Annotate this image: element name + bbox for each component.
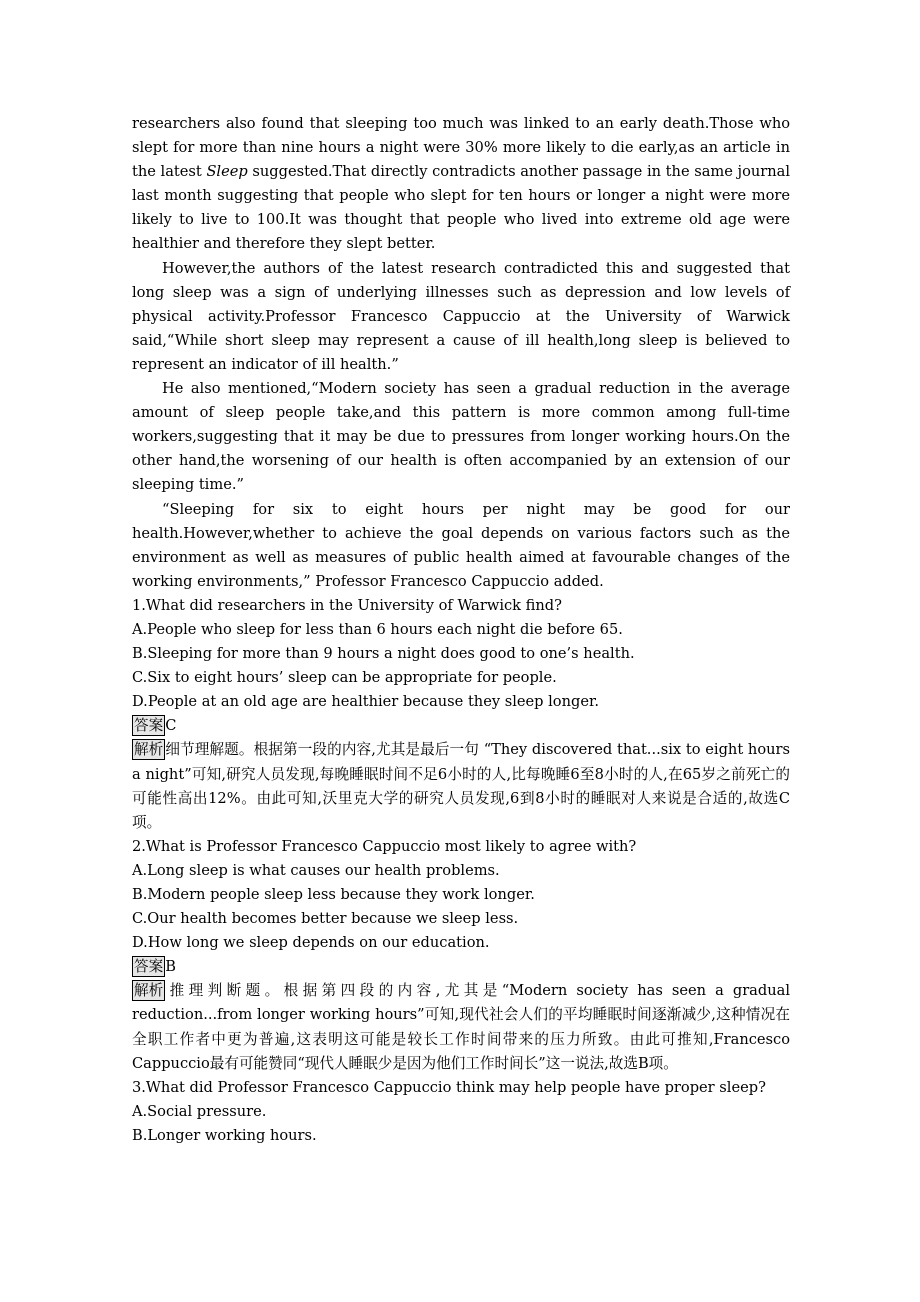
passage-paragraph-4: “Sleeping for six to eight hours per night may be good for our health.However,whether to achieve the goal depends on various factors such as the environment as well as measures of public health aimed at favourable changes of the working environments,” Professor Francesco Cappuccio added. bbox=[132, 500, 790, 590]
question-1-option-b: B.Sleeping for more than 9 hours a night does good to one’s health. bbox=[132, 645, 635, 663]
answer-value: B bbox=[165, 958, 176, 976]
question-1-stem: 1.What did researchers in the University of Warwick find? bbox=[132, 596, 562, 614]
passage-paragraph-3: He also mentioned,“Modern society has seen a gradual reduction in the average amount of sleep people take,and this pattern is more common among full-time workers,suggesting that it may be due to pressures from longer working hours.On the other hand,the worsening of our health is often accompanied by an extension of our sleeping time.” bbox=[132, 380, 790, 494]
question-1-option-c: C.Six to eight hours’ sleep can be appropriate for people. bbox=[132, 669, 557, 687]
question-2-option-c: C.Our health becomes better because we sleep less. bbox=[132, 910, 519, 928]
question-3-option-b: B.Longer working hours. bbox=[132, 1126, 317, 1144]
answer-value: C bbox=[165, 717, 177, 735]
answer-tag: 答案 bbox=[134, 958, 164, 976]
question-1-answer bbox=[132, 714, 790, 738]
question-1-analysis: 解析 细节理解题。根据第一段的内容,尤其是最后一句 “They discovered that...six to eight hours a night”可知,研究人员发现,每晚睡眠时间不足6小时的人,比每晚睡6至8小时的人,在65岁之前死亡的可能性高出12%。由此可知,沃里克大学的研究人员发现,6到8小时的睡眠对人来说是合适的,故选C项。 bbox=[132, 741, 790, 831]
question-2-option-b: B.Modern people sleep less because they work longer. bbox=[132, 886, 535, 903]
question-2-stem: 2.What is Professor Francesco Cappuccio most likely to agree with? bbox=[132, 837, 637, 855]
analysis-tag: 解析 bbox=[134, 982, 164, 1000]
question-1-option-a: A.People who sleep for less than 6 hours each night die before 65. bbox=[132, 620, 623, 638]
question-2-option-d: D.How long we sleep depends on our education. bbox=[132, 934, 490, 952]
question-3-option-a: A.Social pressure. bbox=[132, 1102, 267, 1120]
question-3-stem: 3.What did Professor Francesco Cappuccio think may help people have proper sleep? bbox=[132, 1078, 766, 1096]
journal-title: Sleep bbox=[206, 163, 248, 181]
question-1-option-d: D.People at an old age are healthier because they sleep longer. bbox=[132, 693, 599, 711]
passage-paragraph-1: researchers also found that sleeping too much was linked to an early death.Those who slept for more than nine hours a night were 30% more likely to die early,as an article in the latest Sleep suggested.That directly contradicts another passage in the same journal last month suggesting that people who slept for ten hours or longer a night were more likely to live to 100.It was thought that people who lived into extreme old age were healthier and therefore they slept better. bbox=[132, 115, 791, 253]
question-2-answer bbox=[132, 955, 790, 979]
analysis-tag: 解析 bbox=[134, 741, 164, 759]
document-body bbox=[132, 112, 790, 1148]
answer-tag: 答案 bbox=[134, 717, 164, 735]
question-2-option-a: A.Long sleep is what causes our health problems. bbox=[132, 861, 500, 879]
question-2-analysis: 解析 推理判断题。根据第四段的内容,尤其是“Modern society has seen a gradual reduction...from longer working hours”可知,现代社会人们的平均睡眠时间逐渐减少,这种情况在全职工作者中更为普遍,这表明这可能是较长工作时间带来的压力所致。由此可推知,Francesco Cappuccio最有可能赞同“现代人睡眠少是因为他们工作时间长”这一说法,故选B项。 bbox=[132, 982, 790, 1072]
passage-paragraph-2: However,the authors of the latest research contradicted this and suggested that long sleep was a sign of underlying illnesses such as depression and low levels of physical activity.Professor Francesco Cappuccio at the University of Warwick said,“While short sleep may represent a cause of ill health,long sleep is believed to represent an indicator of ill health.” bbox=[132, 259, 790, 373]
